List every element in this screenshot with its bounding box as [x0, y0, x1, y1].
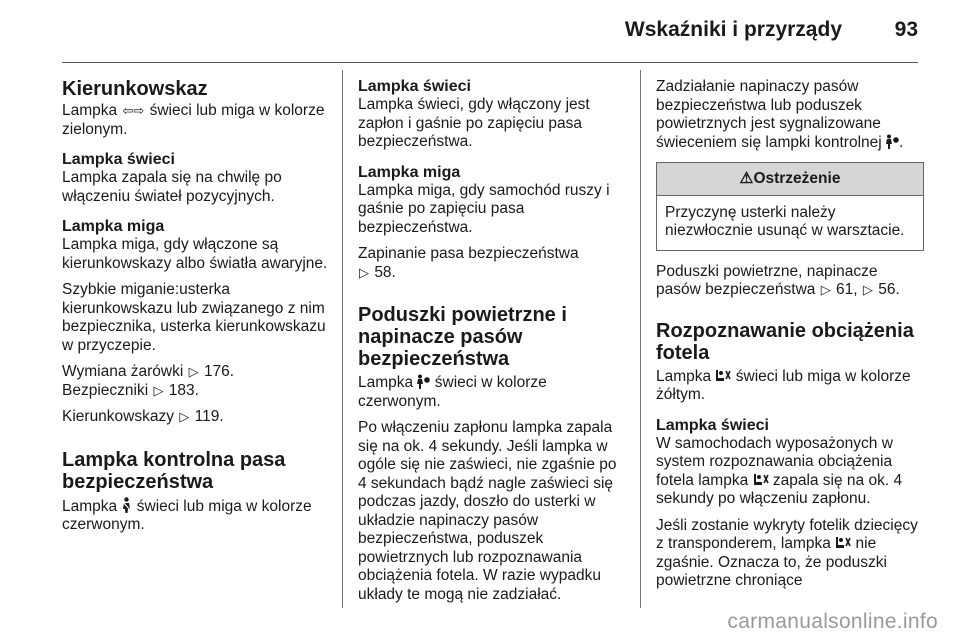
seat-occupancy-icon: [753, 473, 769, 486]
text: W samochodach wyposażonych w system rozpoznawania obciążenia fotela lampka: [656, 434, 893, 489]
text: świeci lub miga w kolorze żółtym.: [656, 367, 911, 403]
seat-occupancy-icon: [715, 369, 731, 382]
text: Wymiana żarówki: [62, 363, 184, 380]
paragraph: [62, 102, 330, 139]
heading-lampka-miga: Lampka miga: [358, 163, 461, 181]
paragraph: Lampka miga, gdy samochód ruszy i gaśnie po zapięciu pasa bezpieczeństwa.: [358, 181, 610, 236]
cross-reference: [358, 245, 626, 282]
warning-box: [656, 162, 924, 251]
heading-lampka-swieci: Lampka świeci: [656, 416, 769, 434]
paragraph: [62, 497, 330, 535]
text: świeci lub miga w kolorze zielonym.: [62, 102, 325, 138]
paragraph: Lampka zapala się na chwilę po włączeniu świateł pozycyjnych.: [62, 169, 282, 205]
text: świeci w kolorze czerwonym.: [358, 374, 547, 410]
page-number: 93: [894, 18, 918, 41]
column-3: [656, 78, 924, 591]
paragraph: [656, 435, 924, 509]
heading-kierunkowskaz: Kierunkowskaz: [62, 78, 208, 100]
cross-ref-icon: ▷: [862, 282, 873, 297]
text: Lampka: [656, 367, 712, 385]
text: świeci lub miga w kolorze czerwonym.: [62, 497, 312, 533]
text: Zapinanie pasa bezpieczeństwa: [358, 245, 579, 262]
paragraph: [358, 374, 626, 411]
text: 61,: [836, 281, 858, 298]
seatbelt-icon: [121, 497, 132, 513]
text: Kierunkowskazy: [62, 408, 174, 425]
airbag-icon: [886, 134, 899, 149]
header-divider: [62, 62, 918, 63]
text: zapala się na ok. 4 sekundy po włączeniu zapłonu.: [656, 471, 903, 507]
text: 58.: [374, 263, 396, 281]
paragraph: Lampka miga, gdy włączone są kierunkowskazy albo światła awaryjne.: [62, 236, 328, 272]
heading-lampka-swieci: Lampka świeci: [62, 151, 175, 168]
cross-reference: [656, 263, 924, 300]
paragraph: [656, 517, 924, 591]
text: .: [899, 133, 904, 151]
column-divider-2: [640, 70, 641, 608]
paragraph: Lampka świeci, gdy włączony jest zapłon i gaśnie po zapięciu pasa bezpieczeństwa.: [358, 96, 590, 150]
heading-rozpoznawanie: Rozpoznawanie obciążenia fotela: [656, 319, 914, 364]
watermark: carmanualsonline.info: [727, 610, 938, 633]
cross-ref-icon: ▷: [820, 282, 831, 297]
text: Lampka: [358, 374, 414, 391]
cross-reference: [62, 363, 330, 400]
cross-ref-icon: ▷: [179, 409, 190, 424]
text: 183.: [168, 381, 199, 399]
warning-body: Przyczynę usterki należy niezwłocznie usunąć w warsztacie.: [665, 203, 905, 239]
text: Bezpieczniki: [62, 381, 149, 399]
warning-icon: ⚠: [739, 170, 754, 187]
seat-occupancy-icon: [835, 536, 851, 549]
column-1: [62, 78, 330, 535]
text: 56.: [878, 281, 900, 298]
text: Poduszki powietrzne, napinacze pasów bezpieczeństwa: [656, 262, 878, 298]
paragraph: [656, 368, 924, 405]
paragraph: Szybkie miganie:usterka kierunkowskazu lub związanego z nim bezpiecznika, usterka kierunkowskazu w przyczepie.: [62, 281, 326, 354]
text: 119.: [194, 408, 224, 425]
text: nie zgaśnie. Oznacza to, że poduszki powietrzne chroniące: [656, 535, 887, 589]
text: Lampka: [62, 102, 118, 119]
text: Zadziałanie napinaczy pasów bezpieczeństwa lub poduszek powietrznych jest sygnalizowane świeceniem się lampki kontrolnej: [656, 78, 882, 151]
column-divider-1: [342, 70, 343, 608]
column-2: [358, 78, 626, 604]
text: 176.: [203, 363, 235, 380]
cross-ref-icon: ▷: [359, 264, 369, 280]
warning-title: Ostrzeżenie: [753, 170, 841, 187]
heading-lampka-swieci: Lampka świeci: [358, 78, 471, 95]
cross-ref-icon: ▷: [188, 364, 199, 379]
cross-reference: [62, 408, 330, 427]
turn-signal-icon: ⇦⇨: [122, 103, 145, 118]
warning-header: [657, 163, 923, 196]
paragraph: Po włączeniu zapłonu lampka zapala się na ok. 4 sekundy. Jeśli lampka w ogóle się nie zaświeci, nie zgaśnie po 4 sekundach bądź nagle zaświeci się podczas jazdy, doszło do usterki w układzie napinaczy pasów bezpieczeństwa, poduszek powietrznych lub rozpoznawania obciążenia fotela. W razie wypadku układy te mogą nie zadziałać.: [358, 419, 617, 603]
text: Lampka: [62, 497, 118, 515]
cross-ref-icon: ▷: [153, 382, 164, 398]
airbag-icon: [417, 374, 430, 389]
heading-poduszki-powietrzne: Poduszki powietrzne i napinacze pasów bezpieczeństwa: [358, 304, 567, 370]
paragraph: [656, 78, 924, 152]
page-header-title: Wskaźniki i przyrządy: [624, 18, 842, 41]
text: Jeśli zostanie wykryty fotelik dziecięcy z transponderem, lampka: [656, 516, 918, 552]
heading-lampka-kontrolna: Lampka kontrolna pasa bezpieczeństwa: [62, 448, 286, 493]
heading-lampka-miga: Lampka miga: [62, 218, 165, 235]
